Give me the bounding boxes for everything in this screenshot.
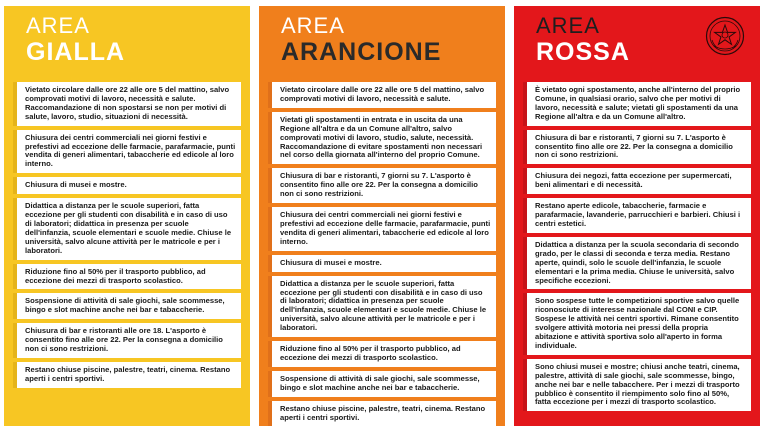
column-area-rossa (514, 6, 760, 426)
rule-item: Sospensione di attività di sale giochi, sale scommesse, bingo e slot machine anche nei bar e tabaccherie. (268, 371, 496, 397)
column-area-arancione (259, 6, 505, 426)
column-header (523, 6, 751, 68)
rule-item: Chiusura di musei e mostre. (13, 177, 241, 194)
area-name: GIALLA (26, 38, 126, 66)
rule-item: È vietato ogni spostamento, anche all'interno del proprio Comune, in qualsiasi orario, salvo che per motivi di lavoro, necessità e salute; vietati gli spostamenti da una Regione all'altra e da un Comune all'altro. (523, 82, 751, 126)
area-label: AREA (536, 13, 600, 38)
rule-item: Riduzione fino al 50% per il trasporto pubblico, ad eccezione dei mezzi di trasporto scolastico. (13, 264, 241, 290)
rule-item: Didattica a distanza per la scuola secondaria di secondo grado, per le classi di seconda e terza media. Restano aperte, quindi, solo le scuole dell'infanzia, le scuole elementari e la prima media. Chiuse le università, salvo specifiche eccezioni. (523, 237, 751, 290)
rule-item: Vietati gli spostamenti in entrata e in uscita da una Regione all'altra e da un Comune all'altro, salvo comprovati motivi di lavoro, studio, salute, necessità. Raccomandazione di evitare spostamenti non necessari nel corso della giornata all'interno del proprio Comune. (268, 112, 496, 165)
rule-item: Chiusura di musei e mostre. (268, 255, 496, 272)
column-header (268, 6, 496, 68)
rule-item: Chiusura dei negozi, fatta eccezione per supermercati, beni alimentari e di necessità. (523, 168, 751, 194)
rule-item: Sospensione di attività di sale giochi, sale scommesse, bingo e slot machine anche nei bar e tabaccherie. (13, 293, 241, 319)
area-name: ROSSA (536, 38, 630, 66)
rules-list (13, 82, 241, 418)
rule-item: Sono sospese tutte le competizioni sportive salvo quelle riconosciute di interesse nazionale dal CONI e CIP. Sospese le attività nei centri sportivi. Rimane consentito svolgere attività motoria nei pressi della propria abitazione e attività sportiva solo all'aperto in forma individuale. (523, 293, 751, 354)
area-label: AREA (281, 13, 345, 38)
rules-list (268, 82, 496, 422)
rule-item: Chiusura dei centri commerciali nei giorni festivi e prefestivi ad eccezione delle farmacie, parafarmacie, punti vendita di generi alimentari, tabaccherie ed edicole al loro interno. (13, 130, 241, 174)
column-header (13, 6, 241, 68)
rule-item: Restano chiuse piscine, palestre, teatri, cinema. Restano aperti i centri sportivi. (268, 401, 496, 427)
rule-item: Chiusura di bar e ristoranti alle ore 18. L'asporto è consentito fino alle ore 22. Per la consegna a domicilio non ci sono restrizioni. (13, 323, 241, 358)
area-name: ARANCIONE (281, 38, 442, 66)
rule-item: Didattica a distanza per le scuole superiori, fatta eccezione per gli studenti con disabilità e in caso di uso di laboratori; didattica in presenza per scuole dell'infanzia, scuole elementari e scuole medie. Chiuse le università, salvo alcune attività per le matricole e per i laboratori. (268, 276, 496, 337)
rule-item: Chiusura di bar e ristoranti, 7 giorni su 7. L'asporto è consentito fino alle ore 22. Per la consegna a domicilio non ci sono restrizioni. (268, 168, 496, 203)
repubblica-italiana-emblem-icon (705, 16, 745, 56)
area-label: AREA (26, 13, 90, 38)
column-area-gialla (4, 6, 250, 426)
rule-item: Vietato circolare dalle ore 22 alle ore 5 del mattino, salvo comprovati motivi di lavoro, necessità e salute. (268, 82, 496, 108)
rule-item: Sono chiusi musei e mostre; chiusi anche teatri, cinema, palestre, attività di sale giochi, sale scommesse, bingo, anche nei bar e nelle tabacchere. Per i mezzi di trasporto pubblico è consentito il riempimento solo fino al 50%, fatta eccezione per i mezzi di trasporto scolastico. (523, 359, 751, 412)
rule-item: Didattica a distanza per le scuole superiori, fatta eccezione per gli studenti con disabilità e in caso di uso di laboratori; didattica in presenza per scuole dell'infanzia, scuole elementari e scuole medie. Chiuse le università, salvo alcune attività per le matricole e per i laboratori. (13, 198, 241, 259)
rule-item: Restano chiuse piscine, palestre, teatri, cinema. Restano aperti i centri sportivi. (13, 362, 241, 388)
rule-item: Chiusura dei centri commerciali nei giorni festivi e prefestivi ad eccezione delle farmacie, parafarmacie, punti vendita di generi alimentari, tabaccherie ed edicole al loro interno. (268, 207, 496, 251)
rule-item: Riduzione fino al 50% per il trasporto pubblico, ad eccezione dei mezzi di trasporto scolastico. (268, 341, 496, 367)
rules-list (523, 82, 751, 418)
rule-item: Vietato circolare dalle ore 22 alle ore 5 del mattino, salvo comprovati motivi di lavoro, necessità e salute. Raccomandazione di non spostarsi se non per motivi di salute, lavoro, studio, situazioni di necessità. (13, 82, 241, 126)
rule-item: Chiusura di bar e ristoranti, 7 giorni su 7. L'asporto è consentito fino alle ore 22. Per la consegna a domicilio non ci sono restrizioni. (523, 130, 751, 165)
rule-item: Restano aperte edicole, tabaccherie, farmacie e parafarmacie, lavanderie, parrucchieri e barbieri. Chiusi i centri estetici. (523, 198, 751, 233)
